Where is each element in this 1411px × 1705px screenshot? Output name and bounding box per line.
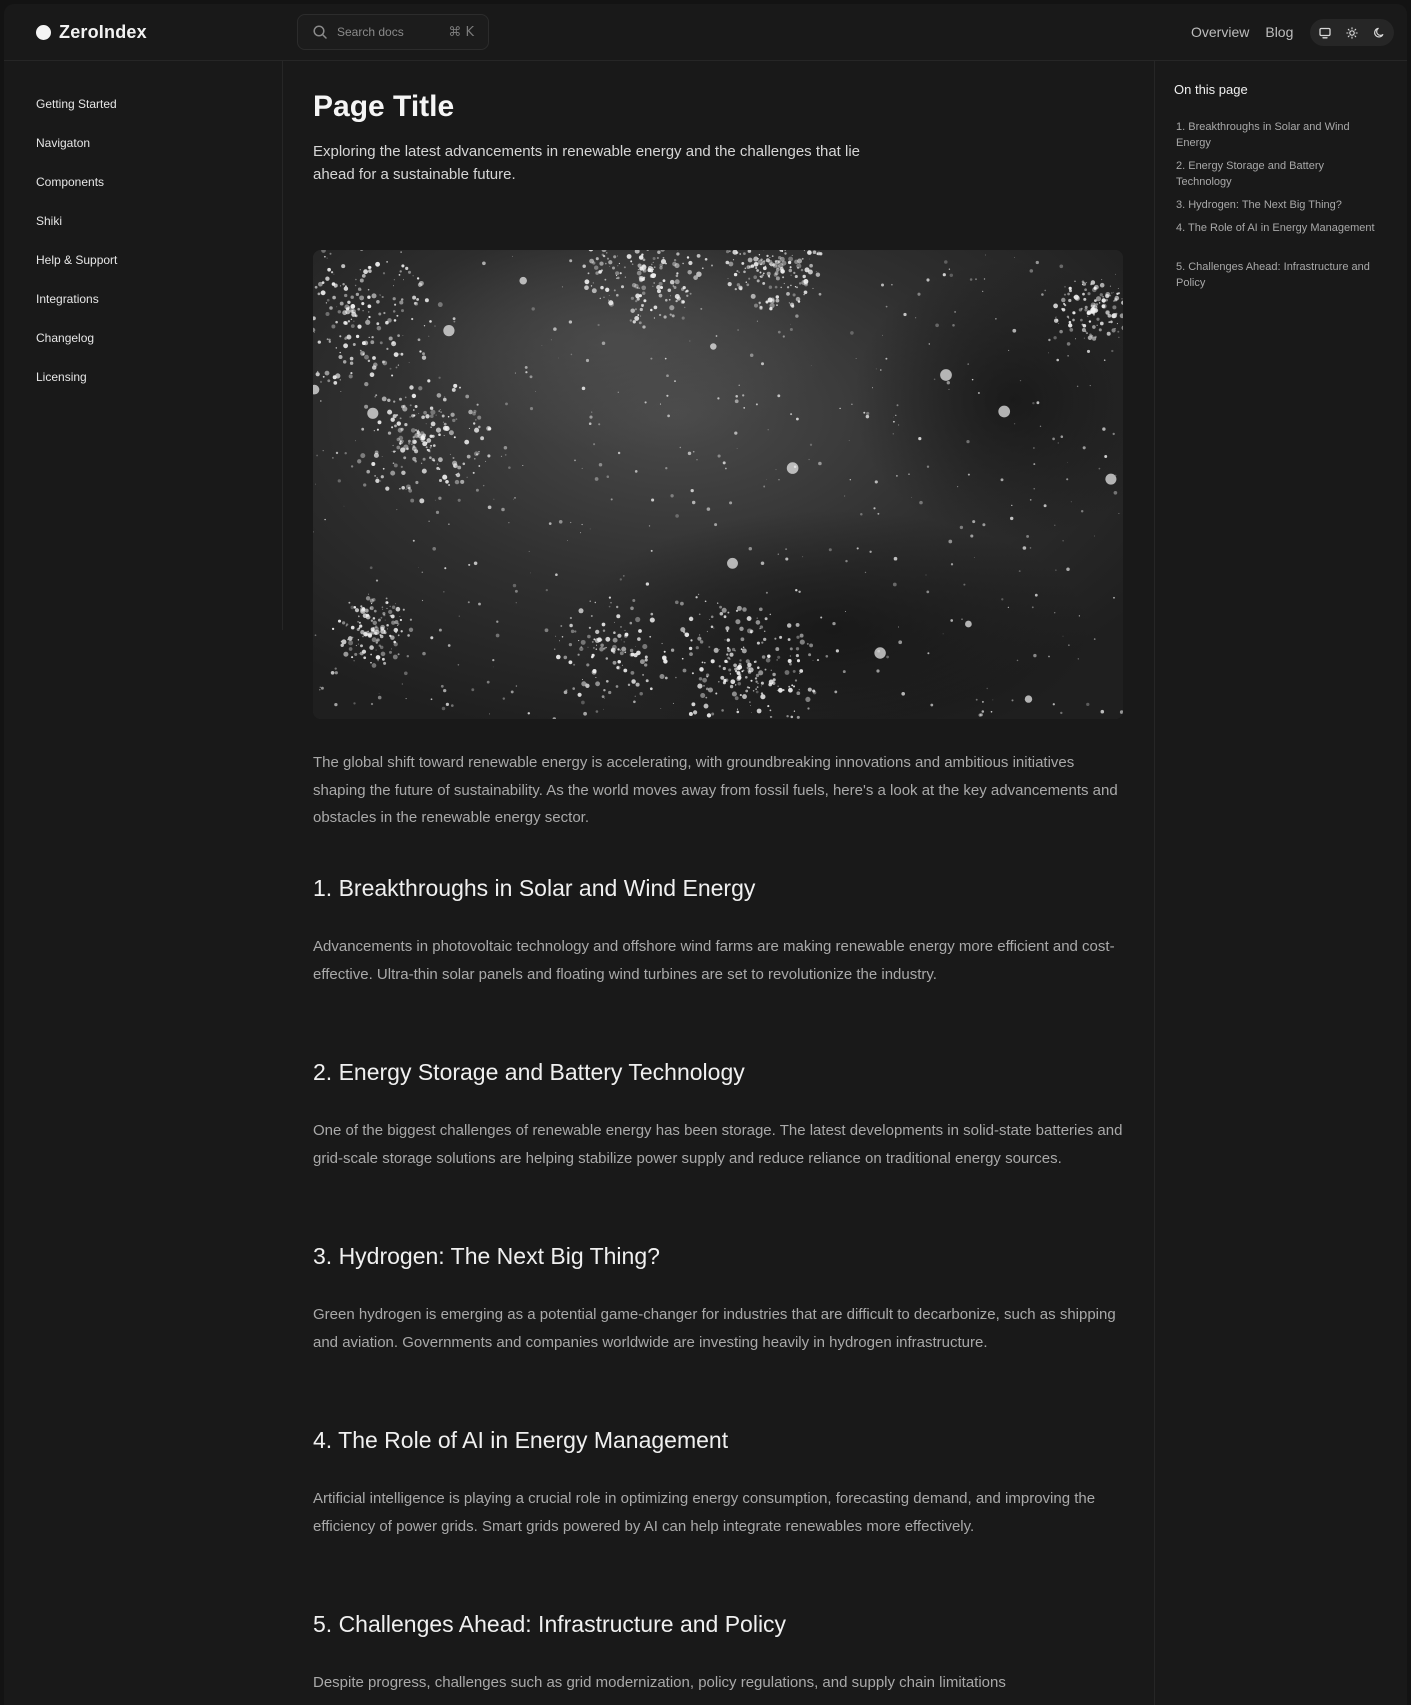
section-heading-1: 1. Breakthroughs in Solar and Wind Energy [313,875,756,901]
section-body-1: Advancements in photovoltaic technology and offshore wind farms are making renewable energy more efficient and cost-effective. Ultra-thin solar panels and floating wind turbines are set to revolutionize the industry. [313,938,1115,983]
toc-title: On this page [1174,82,1248,97]
logo-icon [36,25,51,40]
section-heading-3: 3. Hydrogen: The Next Big Thing? [313,1243,660,1269]
nav-blog-link[interactable]: Blog [1265,24,1294,40]
sidebar-item-changelog[interactable]: Changelog [36,331,95,345]
top-nav [1191,24,1293,40]
search-shortcut: ⌘ K [448,24,474,40]
brand-name: ZeroIndex [59,22,147,42]
hero-texture [313,250,1123,719]
section-heading-5: 5. Challenges Ahead: Infrastructure and Policy [313,1611,787,1637]
toc-item-2[interactable]: 2. Energy Storage and Battery Technology [1176,160,1324,188]
light-theme-button[interactable] [1341,22,1363,44]
toc-item-1[interactable]: 1. Breakthroughs in Solar and Wind Energy [1176,121,1350,149]
section-heading-4: 4. The Role of AI in Energy Management [313,1427,729,1453]
sidebar-item-licensing[interactable]: Licensing [36,370,87,384]
section-body-5: Despite progress, challenges such as grid modernization, policy regulations, and supply chain limitations [313,1674,1006,1691]
nav-overview-link[interactable]: Overview [1191,24,1250,40]
hero-image [313,250,1123,719]
dark-theme-button[interactable] [1368,22,1390,44]
section-heading-2: 2. Energy Storage and Battery Technology [313,1059,745,1085]
moon-icon [1373,27,1385,39]
section-body-2: One of the biggest challenges of renewable energy has been storage. The latest developments in solid-state batteries and grid-scale storage solutions are helping stabilize power supply and reduce reliance on traditional energy sources. [313,1122,1123,1167]
brand-logo[interactable] [36,22,147,43]
table-of-contents [1154,60,1407,1705]
sun-icon [1346,27,1358,39]
theme-switcher [1310,19,1394,46]
app-window [4,4,1407,1705]
sidebar [4,60,283,630]
section-body-3: Green hydrogen is emerging as a potential game-changer for industries that are difficult to decarbonize, such as shipping and aviation. Governments and companies worldwide are investing heavily in hydrogen infrastructure. [313,1306,1116,1351]
sidebar-item-navigation[interactable]: Navigaton [36,136,91,150]
search-input[interactable] [337,25,437,39]
sidebar-item-integrations[interactable]: Integrations [36,292,99,306]
toc-item-4[interactable]: 4. The Role of AI in Energy Management [1176,222,1375,234]
section-body-4: Artificial intelligence is playing a crucial role in optimizing energy consumption, forecasting demand, and improving the efficiency of power grids. Smart grids powered by AI can help integrate renewables more effectively. [313,1490,1096,1535]
top-bar [4,4,1407,61]
search-icon [312,24,328,40]
toc-item-3[interactable]: 3. Hydrogen: The Next Big Thing? [1176,199,1342,211]
monitor-icon [1319,27,1331,39]
sidebar-item-components[interactable]: Components [36,175,105,189]
toc-item-5[interactable]: 5. Challenges Ahead: Infrastructure and Policy [1176,261,1370,289]
page-subtitle: Exploring the latest advancements in renewable energy and the challenges that lie ahead for a sustainable future. [313,143,861,183]
intro-paragraph: The global shift toward renewable energy is accelerating, with groundbreaking innovations and ambitious initiatives shaping the future of sustainability. As the world moves away from fossil fuels, here's a look at the key advancements and obstacles in the renewable energy sector. [313,754,1118,826]
page-title: Page Title [313,90,455,123]
system-theme-button[interactable] [1314,22,1336,44]
sidebar-item-help-support[interactable]: Help & Support [36,253,118,267]
sidebar-item-getting-started[interactable]: Getting Started [36,97,117,111]
search-box[interactable] [297,14,489,50]
sidebar-item-shiki[interactable]: Shiki [36,214,63,228]
